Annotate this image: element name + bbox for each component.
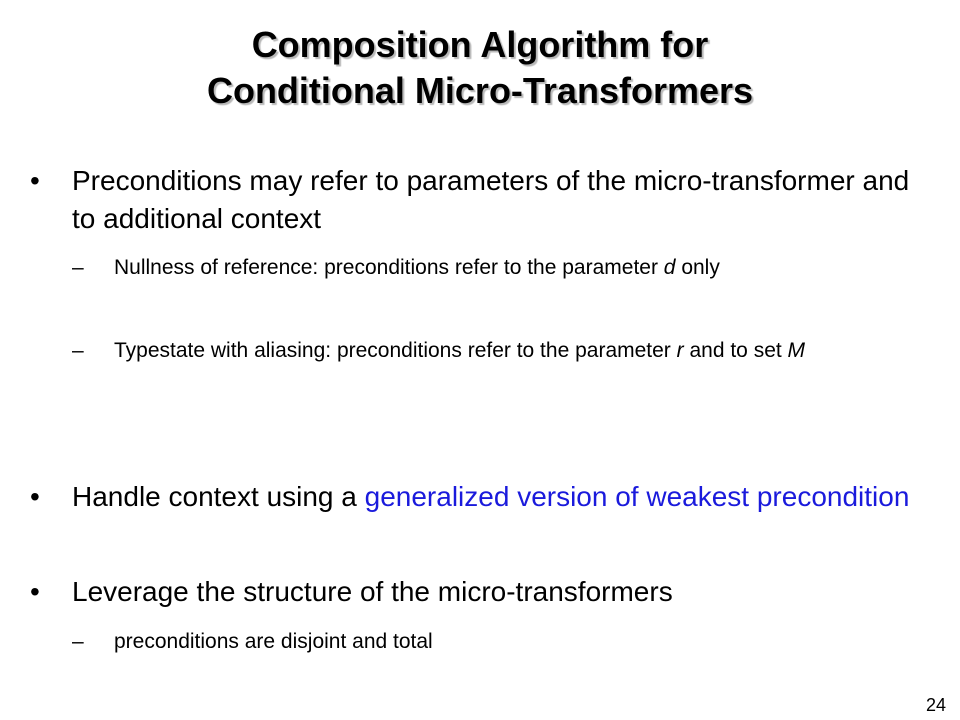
subbullet-text-part: only — [675, 256, 720, 279]
subbullet-typestate — [72, 336, 892, 366]
variable-r: r — [676, 339, 684, 362]
subbullet-nullness — [72, 253, 892, 283]
bullet-text — [72, 478, 910, 516]
slide-title — [0, 22, 960, 114]
bullet-leverage-structure — [30, 573, 910, 611]
subbullet-disjoint — [72, 627, 892, 657]
bullet-text: Preconditions may refer to parameters of the micro-transformer and to additional context — [72, 165, 910, 234]
bullet-text: Leverage the structure of the micro-transformers — [72, 576, 673, 607]
bullet-marker: • — [30, 481, 40, 512]
subbullet-marker: – — [72, 630, 84, 653]
slide-title-line-1: Composition Algorithm for — [251, 24, 709, 65]
variable-d: d — [663, 256, 676, 279]
subbullet-text: preconditions are disjoint and total — [114, 630, 433, 653]
bullet-marker: • — [30, 165, 40, 196]
subbullet-text — [114, 253, 892, 283]
bullet-text-part: Handle context using a — [72, 481, 365, 512]
variable-m: M — [787, 339, 806, 362]
bullet-preconditions — [30, 162, 910, 238]
bullet-handle-context — [30, 478, 910, 516]
subbullet-text — [114, 336, 892, 366]
page-number: 24 — [925, 695, 946, 715]
slide-title-line-2: Conditional Micro-Transformers — [206, 70, 754, 111]
subbullet-text-part: Nullness of reference: preconditions refer to the parameter — [114, 256, 664, 279]
bullet-marker: • — [30, 576, 40, 607]
highlighted-phrase: generalized version of weakest precondition — [364, 481, 910, 512]
subbullet-text-part: and to set — [683, 339, 788, 362]
subbullet-marker: – — [72, 256, 84, 279]
subbullet-marker: – — [72, 339, 84, 362]
subbullet-text-part: Typestate with aliasing: preconditions refer to the parameter — [114, 339, 677, 362]
